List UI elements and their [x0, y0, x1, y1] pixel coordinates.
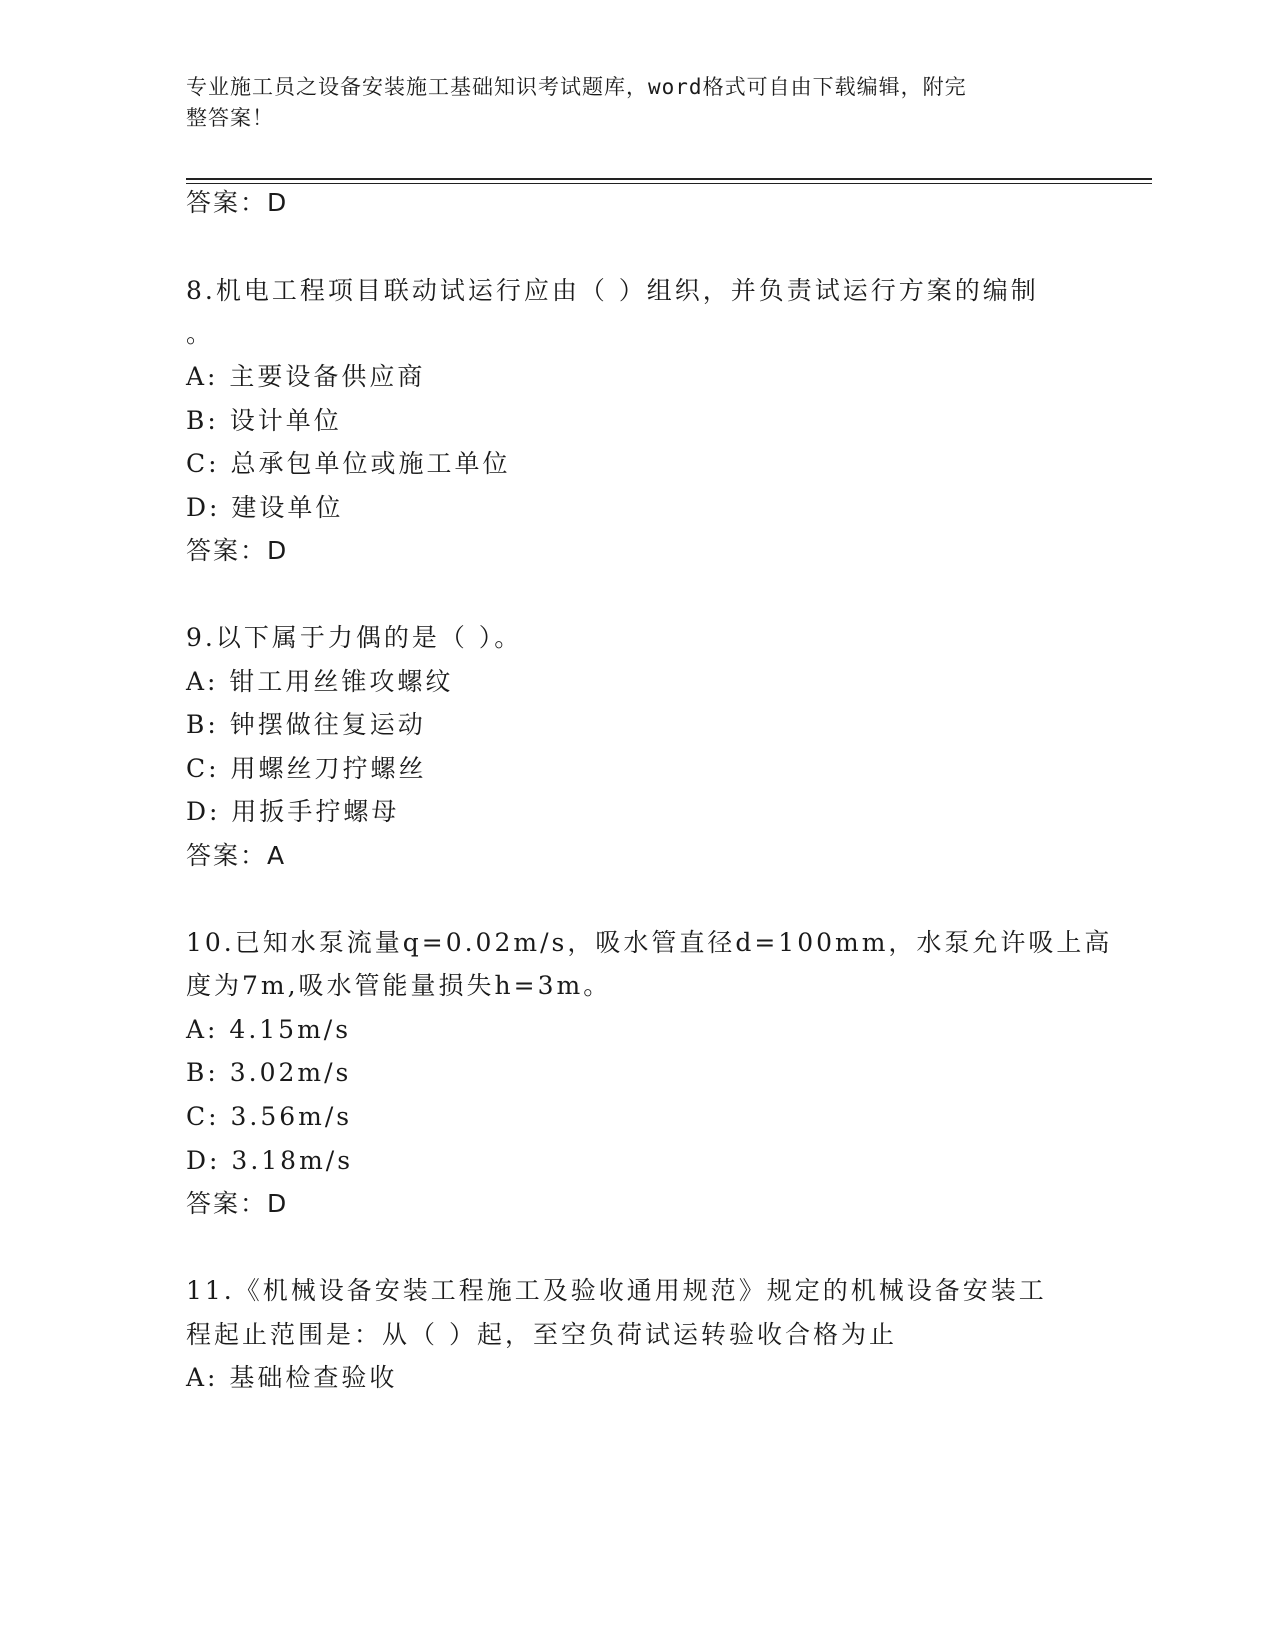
question-8-option-b: B: 设计单位 [186, 406, 342, 435]
document-header [186, 72, 1066, 134]
question-11-option-a: A: 基础检查验收 [186, 1363, 398, 1392]
question-10-answer: 答案：D [186, 1189, 289, 1218]
question-8-stem-line-1: 8.机电工程项目联动试运行应由（ ）组织，并负责试运行方案的编制 [186, 276, 1039, 305]
question-9-option-a: A: 钳工用丝锥攻螺纹 [186, 667, 454, 696]
question-8-answer: 答案：D [186, 536, 289, 565]
question-10-option-a: A: 4.15m/s [186, 1015, 352, 1044]
question-8-option-c: C: 总承包单位或施工单位 [186, 449, 511, 478]
question-10-option-c: C: 3.56m/s [186, 1102, 353, 1131]
header-rule-thick [186, 178, 1152, 180]
question-8-stem-line-2: 。 [186, 319, 215, 348]
question-9-answer: 答案：A [186, 841, 287, 870]
question-10-option-d: D: 3.18m/s [186, 1146, 354, 1175]
question-8-option-a: A: 主要设备供应商 [186, 362, 426, 391]
question-10-stem-line-2: 度为7m,吸水管能量损失h=3m。 [186, 971, 612, 1000]
question-9-stem-line-1: 9.以下属于力偶的是（ ）。 [186, 623, 523, 652]
question-9-option-d: D: 用扳手拧螺母 [186, 797, 400, 826]
header-line-2: 整答案！ [186, 106, 274, 130]
previous-answer: 答案：D [186, 188, 289, 217]
header-rule-thin [186, 183, 1152, 184]
question-10-stem-line-1: 10.已知水泵流量q=0.02m/s，吸水管直径d=100mm，水泵允许吸上高 [186, 928, 1113, 957]
question-10-option-b: B: 3.02m/s [186, 1058, 352, 1087]
question-11-stem-line-1: 11.《机械设备安装工程施工及验收通用规范》规定的机械设备安装工 [186, 1276, 1047, 1305]
header-line-1: 专业施工员之设备安装施工基础知识考试题库，word格式可自由下载编辑，附完 [186, 75, 967, 99]
question-8-option-d: D: 建设单位 [186, 493, 344, 522]
question-11-stem-line-2: 程起止范围是：从（ ）起，至空负荷试运转验收合格为止 [186, 1320, 897, 1349]
question-9-option-c: C: 用螺丝刀拧螺丝 [186, 754, 427, 783]
question-9-option-b: B: 钟摆做往复运动 [186, 710, 426, 739]
